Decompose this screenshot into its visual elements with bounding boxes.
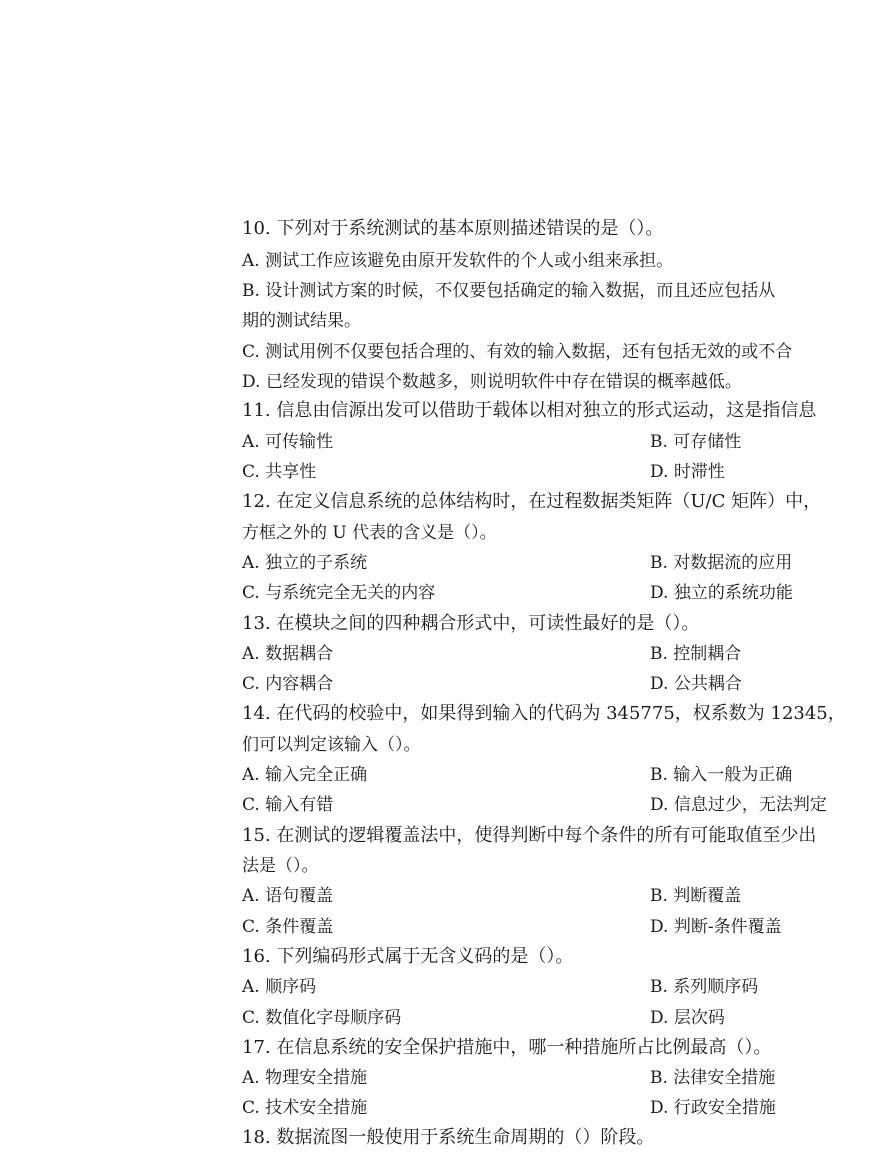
- question-15-option-c: C. 条件覆盖: [242, 917, 334, 937]
- question-12-text-continued: 方框之外的 U 代表的含义是（）。: [242, 523, 497, 543]
- question-15-text: 15. 在测试的逻辑覆盖法中，使得判断中每个条件的所有可能取值至少出: [242, 825, 817, 846]
- question-13-option-d: D. 公共耦合: [650, 674, 742, 694]
- question-12-option-d: D. 独立的系统功能: [650, 583, 793, 603]
- question-17-text: 17. 在信息系统的安全保护措施中，哪一种措施所占比例最高（）。: [242, 1037, 772, 1058]
- question-11-option-b: B. 可存储性: [650, 432, 742, 452]
- question-10-option-b: B. 设计测试方案的时候，不仅要包括确定的输入数据，而且还应包括从: [242, 281, 776, 301]
- question-14-option-d: D. 信息过少，无法判定: [650, 795, 827, 815]
- question-11-text: 11. 信息由信源出发可以借助于载体以相对独立的形式运动，这是指信息: [242, 400, 817, 421]
- question-15-option-b: B. 判断覆盖: [650, 886, 742, 906]
- question-13-text: 13. 在模块之间的四种耦合形式中，可读性最好的是（）。: [242, 613, 700, 634]
- question-11-option-a: A. 可传输性: [242, 432, 334, 452]
- question-18-text: 18. 数据流图一般使用于系统生命周期的（）阶段。: [242, 1127, 655, 1148]
- question-14-option-b: B. 输入一般为正确: [650, 765, 793, 785]
- question-17-option-d: D. 行政安全措施: [650, 1098, 776, 1118]
- question-16-text: 16. 下列编码形式属于无含义码的是（）。: [242, 946, 574, 967]
- question-13-option-c: C. 内容耦合: [242, 674, 334, 694]
- question-15-text-continued: 法是（）。: [242, 856, 319, 876]
- question-16-option-b: B. 系列顺序码: [650, 977, 759, 997]
- question-17-option-b: B. 法律安全措施: [650, 1068, 776, 1088]
- question-14-option-c: C. 输入有错: [242, 795, 334, 815]
- question-12-text: 12. 在定义信息系统的总体结构时，在过程数据类矩阵（U/C 矩阵）中，: [242, 491, 822, 512]
- question-10-option-a: A. 测试工作应该避免由原开发软件的个人或小组来承担。: [242, 251, 674, 271]
- question-12-option-b: B. 对数据流的应用: [650, 553, 793, 573]
- question-17-option-c: C. 技术安全措施: [242, 1098, 368, 1118]
- question-17-option-a: A. 物理安全措施: [242, 1068, 368, 1088]
- question-14-text: 14. 在代码的校验中，如果得到输入的代码为 345775，权系数为 12345，: [242, 703, 846, 724]
- question-10-option-d: D. 已经发现的错误个数越多，则说明软件中存在错误的概率越低。: [242, 372, 742, 392]
- question-13-option-b: B. 控制耦合: [650, 644, 742, 664]
- question-10-option-b-continued: 期的测试结果。: [242, 311, 361, 331]
- question-14-text-continued: 们可以判定该输入（）。: [242, 735, 421, 755]
- question-16-option-a: A. 顺序码: [242, 977, 317, 997]
- question-10-text: 10. 下列对于系统测试的基本原则描述错误的是（）。: [242, 218, 664, 239]
- question-12-option-c: C. 与系统完全无关的内容: [242, 583, 436, 603]
- question-16-option-c: C. 数值化字母顺序码: [242, 1008, 402, 1028]
- question-16-option-d: D. 层次码: [650, 1008, 725, 1028]
- question-11-option-d: D. 时滞性: [650, 462, 725, 482]
- question-14-option-a: A. 输入完全正确: [242, 765, 368, 785]
- question-13-option-a: A. 数据耦合: [242, 644, 334, 664]
- question-12-option-a: A. 独立的子系统: [242, 553, 368, 573]
- question-15-option-a: A. 语句覆盖: [242, 886, 334, 906]
- question-10-option-c: C. 测试用例不仅要包括合理的、有效的输入数据，还有包括无效的或不合: [242, 342, 793, 362]
- question-15-option-d: D. 判断-条件覆盖: [650, 917, 782, 937]
- question-11-option-c: C. 共享性: [242, 462, 317, 482]
